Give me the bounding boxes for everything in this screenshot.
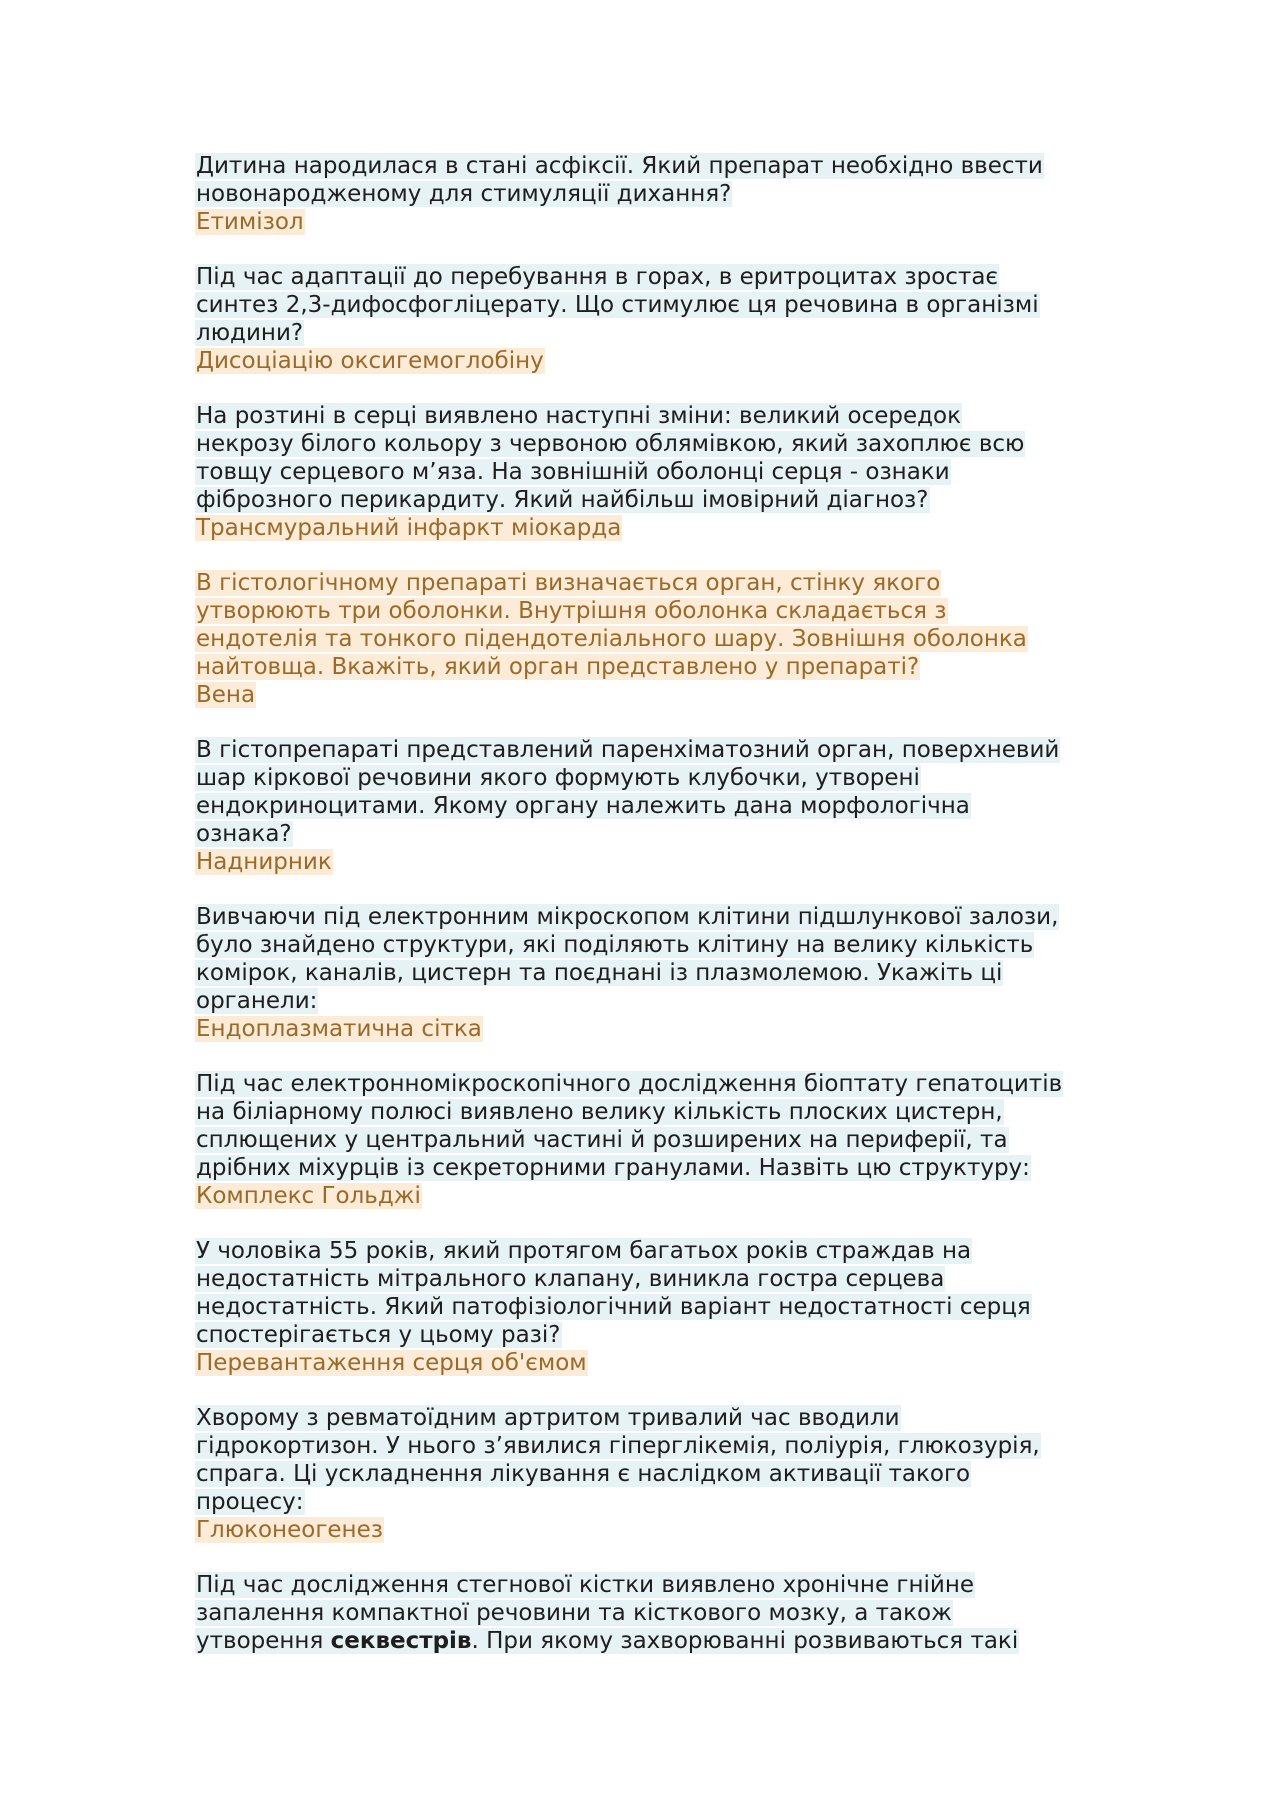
- question-line: на біліарному полюсі виявлено велику кількість плоских цистерн,: [196, 1099, 1003, 1125]
- question-line: Під час електронномікроскопічного дослідження біоптату гепатоцитів: [196, 1071, 1063, 1097]
- question-line: Під час дослідження стегнової кістки виявлено хронічне гнійне: [196, 1572, 975, 1598]
- emphasized-term: секвестрів: [330, 1628, 472, 1654]
- question-line: Під час адаптації до перебування в горах, в еритроцитах зростає: [196, 264, 999, 290]
- qa-item: [195, 263, 1095, 375]
- answer-line: Глюконеогенез: [196, 1517, 383, 1543]
- qa-item: [195, 402, 1095, 542]
- answer-line: Комплекс Гольджі: [196, 1183, 421, 1209]
- qa-item-highlighted: [195, 569, 1095, 709]
- question-line: У чоловіка 55 років, який протягом багатьох років страждав на: [196, 1238, 972, 1264]
- question-line: гідрокортизон. У нього з’явилися гіперглікемія, поліурія, глюкозурія,: [196, 1433, 1040, 1459]
- question-line: ендокриноцитами. Якому органу належить дана морфологічна: [196, 793, 970, 819]
- question-line: спостерігається у цьому разі?: [196, 1322, 561, 1348]
- question-line: некрозу білого кольору з червоною облямівкою, який захоплює всю: [196, 431, 1025, 457]
- document-page: [195, 152, 1095, 1682]
- qa-item-partial: [195, 1571, 1095, 1655]
- answer-line: Трансмуральний інфаркт міокарда: [196, 515, 622, 541]
- question-line: було знайдено структури, які поділяють клітину на велику кількість: [196, 932, 1034, 958]
- answer-line: Вена: [196, 682, 256, 708]
- question-line: людини?: [196, 320, 304, 346]
- question-line: На розтині в серці виявлено наступні зміни: великий осередок: [196, 403, 961, 429]
- qa-item: [195, 1237, 1095, 1377]
- answer-line: Ендоплазматична сітка: [196, 1016, 482, 1042]
- answer-line: Наднирник: [196, 849, 332, 875]
- question-line: шар кіркової речовини якого формують клубочки, утворені: [196, 765, 920, 791]
- answer-line: Дисоціацію оксигемоглобіну: [196, 348, 544, 374]
- question-line: фіброзного перикардиту. Який найбільш імовірний діагноз?: [196, 487, 929, 513]
- qa-item: [195, 903, 1095, 1043]
- question-line: Дитина народилася в стані асфіксії. Який препарат необхідно ввести: [196, 153, 1043, 179]
- answer-line: утворюють три оболонки. Внутрішня оболонка складається з: [196, 598, 947, 624]
- answer-line: ендотелія та тонкого підендотеліального шару. Зовнішня оболонка: [196, 626, 1027, 652]
- qa-item: [195, 1404, 1095, 1544]
- question-line: синтез 2,3-дифосфогліцерату. Що стимулює ця речовина в організмі: [196, 292, 1039, 318]
- question-line: ознака?: [196, 821, 292, 847]
- question-line: [195, 1627, 1095, 1655]
- question-line: недостатність. Який патофізіологічний варіант недостатності серця: [196, 1294, 1031, 1320]
- qa-item: [195, 736, 1095, 876]
- question-line: сплющених у центральний частині й розширених на периферії, та: [196, 1127, 1008, 1153]
- answer-line: найтовща. Вкажіть, який орган представлено у препараті?: [196, 654, 920, 680]
- question-line: Хворому з ревматоїдним артритом тривалий час вводили: [196, 1405, 900, 1431]
- question-line: новонародженому для стимуляції дихання?: [196, 181, 732, 207]
- qa-item: [195, 1070, 1095, 1210]
- question-line: процесу:: [196, 1489, 304, 1515]
- question-line: Вивчаючи під електронним мікроскопом клітини підшлункової залози,: [196, 904, 1059, 930]
- question-line: комірок, каналів, цистерн та поєднані із плазмолемою. Укажіть ці: [196, 960, 1003, 986]
- qa-item: [195, 152, 1095, 236]
- answer-line: Етимізол: [196, 209, 304, 235]
- question-line: В гістопрепараті представлений паренхіматозний орган, поверхневий: [196, 737, 1060, 763]
- question-line: спрага. Ці ускладнення лікування є наслідком активації такого: [196, 1461, 971, 1487]
- answer-line: В гістологічному препараті визначається орган, стінку якого: [196, 570, 941, 596]
- question-line: недостатність мітрального клапану, виникла гостра серцева: [196, 1266, 945, 1292]
- question-line: дрібних міхурців із секреторними гранулами. Назвіть цю структуру:: [196, 1155, 1030, 1181]
- question-text: . При якому захворюванні розвиваються такі: [471, 1628, 1019, 1654]
- answer-line: Перевантаження серця об'ємом: [196, 1350, 587, 1376]
- question-line: товщу серцевого м’яза. На зовнішній оболонці серця - ознаки: [196, 459, 950, 485]
- question-line: запалення компактної речовини та кісткового мозку, а також: [196, 1600, 952, 1626]
- question-text: утворення: [196, 1628, 331, 1654]
- question-line: органели:: [196, 988, 318, 1014]
